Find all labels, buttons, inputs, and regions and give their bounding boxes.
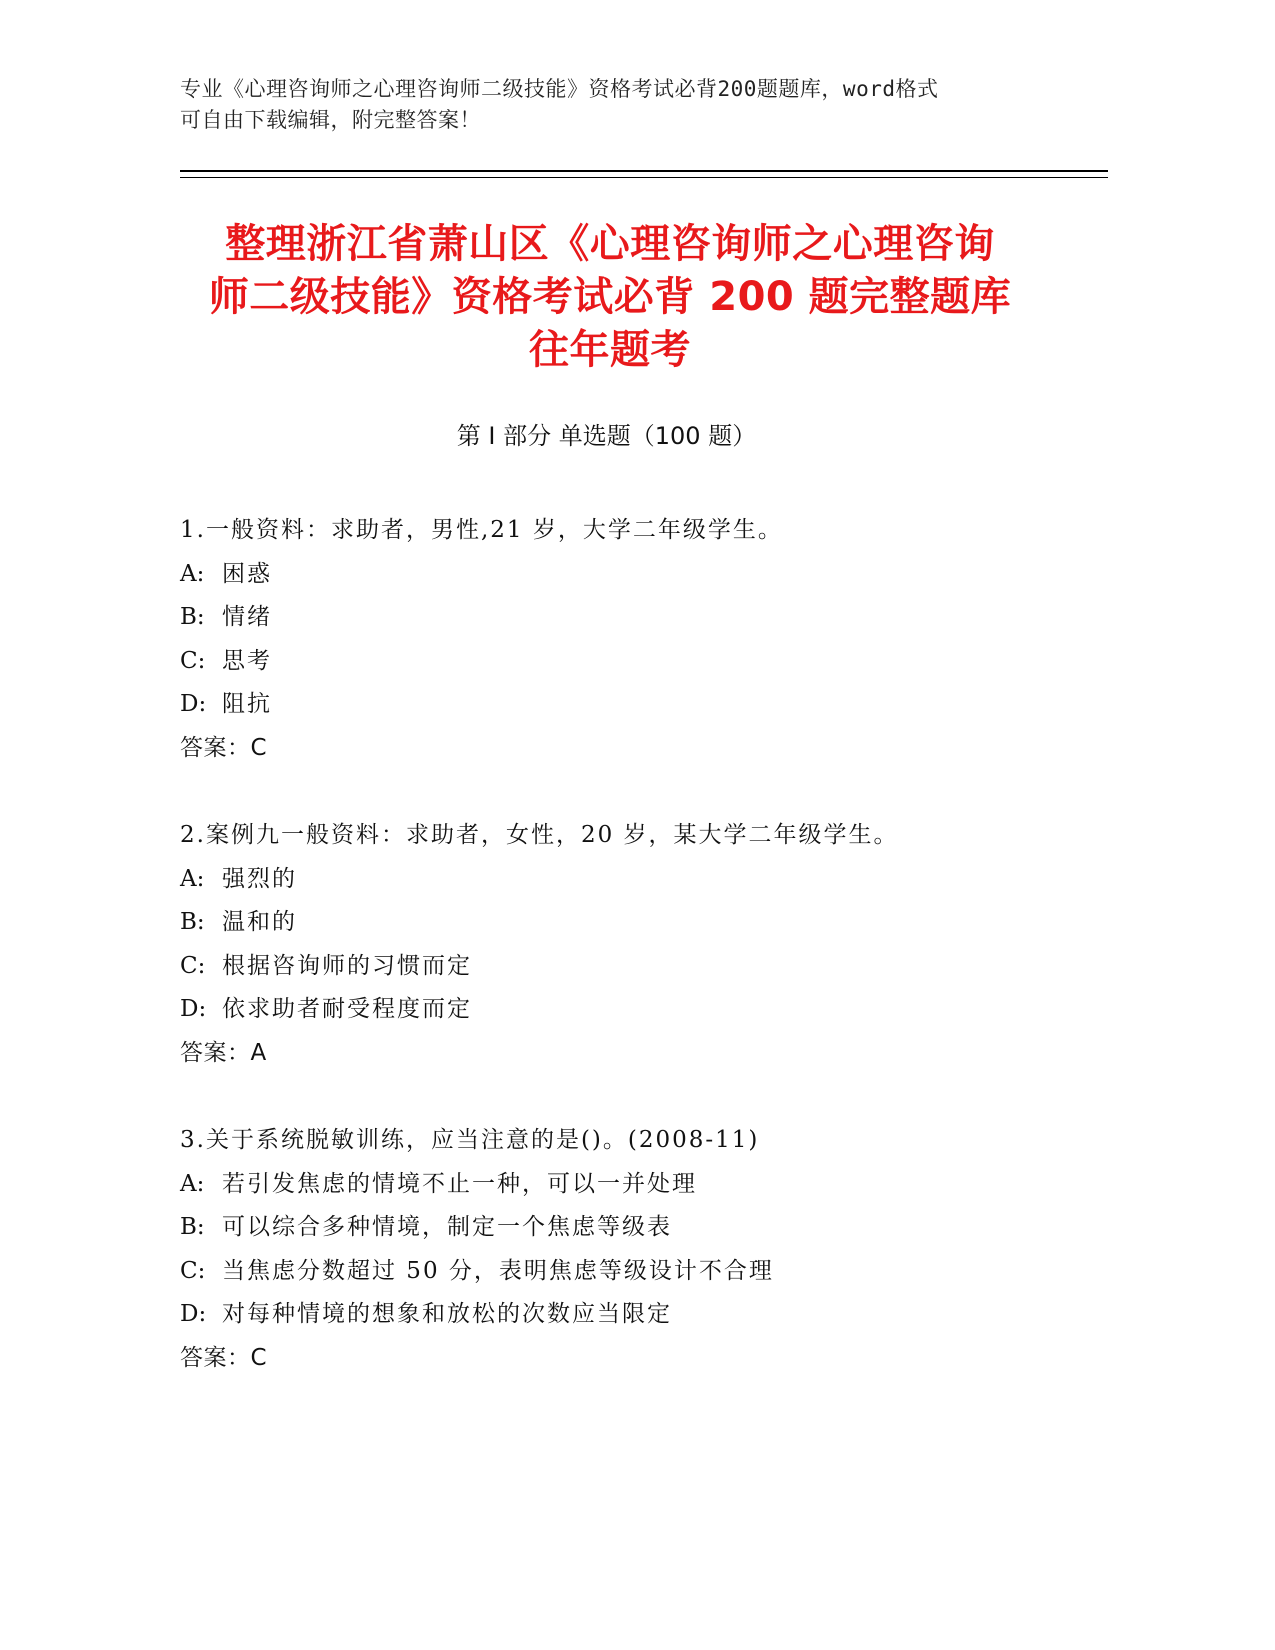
option-text: 思考 [222, 647, 272, 674]
intro-text [180, 74, 1040, 136]
intro-line-1: 专业《心理咨询师之心理咨询师二级技能》资格考试必背200题题库，word格式 [180, 77, 939, 101]
document-title [160, 218, 1060, 377]
option-label: D: [180, 691, 207, 717]
header-rule-thick [180, 170, 1108, 172]
option-text: 困惑 [222, 560, 272, 587]
option-b [180, 1206, 1080, 1250]
option-text: 对每种情境的想象和放松的次数应当限定 [222, 1301, 672, 1327]
option-d [180, 1293, 1080, 1337]
header-rule-thin [180, 177, 1108, 178]
question-stem: 3.关于系统脱敏训练，应当注意的是()。(2008-11) [180, 1127, 760, 1153]
option-c [180, 640, 1080, 684]
option-label: A: [180, 865, 205, 892]
answer: 答案：C [180, 1344, 268, 1371]
option-text: 根据咨询师的习惯而定 [222, 952, 472, 979]
option-text: 依求助者耐受程度而定 [222, 996, 472, 1022]
title-line-1: 整理浙江省萧山区《心理咨询师之心理咨询 [225, 221, 995, 267]
option-c [180, 1250, 1080, 1294]
option-label: B: [180, 909, 205, 935]
title-line-2: 师二级技能》资格考试必背 200 题完整题库 [208, 274, 1012, 320]
intro-line-2: 可自由下载编辑，附完整答案！ [180, 108, 481, 132]
title-line-3: 往年题考 [529, 327, 691, 373]
question-3 [180, 1119, 1080, 1380]
option-d [180, 988, 1080, 1032]
answer: 答案：C [180, 734, 268, 761]
option-label: C: [180, 952, 206, 979]
question-1 [180, 509, 1080, 770]
question-stem: 1.一般资料：求助者，男性,21 岁，大学二年级学生。 [180, 517, 783, 543]
option-d [180, 683, 1080, 727]
option-a [180, 858, 1080, 902]
option-label: C: [180, 1257, 206, 1284]
option-label: D: [180, 996, 207, 1022]
option-text: 阻抗 [222, 691, 272, 717]
option-label: C: [180, 647, 206, 674]
option-text: 若引发焦虑的情境不止一种，可以一并处理 [222, 1170, 697, 1197]
option-text: 温和的 [222, 909, 297, 935]
option-b [180, 596, 1080, 640]
option-text: 强烈的 [222, 865, 297, 892]
question-stem: 2.案例九一般资料：求助者，女性，20 岁，某大学二年级学生。 [180, 822, 899, 848]
option-label: D: [180, 1301, 207, 1327]
option-b [180, 901, 1080, 945]
section-heading: 第 I 部分 单选题（100 题） [456, 422, 757, 450]
option-label: A: [180, 1170, 205, 1197]
option-label: B: [180, 1214, 205, 1240]
question-2 [180, 814, 1080, 1075]
option-text: 可以综合多种情境，制定一个焦虑等级表 [222, 1214, 672, 1240]
option-label: A: [180, 560, 205, 587]
answer: 答案：A [180, 1039, 267, 1066]
option-a [180, 1163, 1080, 1207]
option-text: 当焦虑分数超过 50 分，表明焦虑等级设计不合理 [222, 1257, 774, 1284]
option-a [180, 553, 1080, 597]
option-c [180, 945, 1080, 989]
option-text: 情绪 [222, 604, 272, 630]
option-label: B: [180, 604, 205, 630]
